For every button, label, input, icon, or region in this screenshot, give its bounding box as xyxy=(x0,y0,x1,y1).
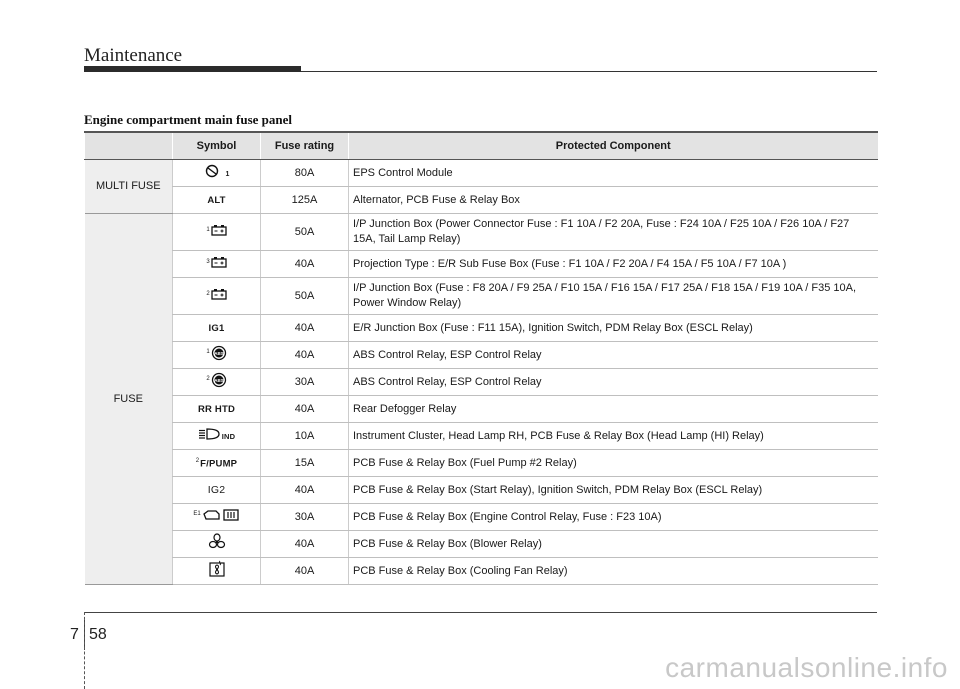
table-row xyxy=(85,477,878,504)
symbol-cell xyxy=(173,369,261,396)
table-row xyxy=(85,278,878,315)
fuse-rating: 40A xyxy=(261,396,349,423)
symbol-label: IND xyxy=(221,431,236,441)
symbol-cell xyxy=(173,315,261,342)
protected-component: PCB Fuse & Relay Box (Start Relay), Ignition Switch, PDM Relay Box (ESCL Relay) xyxy=(349,477,878,504)
symbol-cell xyxy=(173,423,261,450)
symbol-superscript: 3 xyxy=(206,258,210,265)
protected-component: PCB Fuse & Relay Box (Fuel Pump #2 Relay) xyxy=(349,450,878,477)
symbol-superscript: 2 xyxy=(206,376,210,383)
symbol-cell xyxy=(173,187,261,214)
footer-rule xyxy=(84,612,877,613)
table-header-row xyxy=(85,132,878,160)
battery-icon xyxy=(211,288,227,305)
protected-component: EPS Control Module xyxy=(349,160,878,187)
table-row xyxy=(85,423,878,450)
protected-component: ABS Control Relay, ESP Control Relay xyxy=(349,342,878,369)
symbol-cell xyxy=(173,251,261,278)
protected-component: PCB Fuse & Relay Box (Blower Relay) xyxy=(349,531,878,558)
fuse-rating: 40A xyxy=(261,558,349,585)
protected-component: Instrument Cluster, Head Lamp RH, PCB Fuse & Relay Box (Head Lamp (HI) Relay) xyxy=(349,423,878,450)
symbol-cell xyxy=(173,278,261,315)
header-symbol: Symbol xyxy=(173,132,261,160)
table-row xyxy=(85,558,878,585)
fuse-rating: 80A xyxy=(261,160,349,187)
group-label-multi-fuse: MULTI FUSE xyxy=(85,160,173,214)
protected-component: Alternator, PCB Fuse & Relay Box xyxy=(349,187,878,214)
table-row xyxy=(85,214,878,251)
symbol-label: F/PUMP xyxy=(200,458,238,470)
headlamp-icon xyxy=(198,428,220,445)
fuse-rating: 40A xyxy=(261,477,349,504)
header-protected-component: Protected Component xyxy=(349,132,878,160)
fuse-table xyxy=(84,131,878,585)
fuse-rating: 40A xyxy=(261,342,349,369)
fuse-rating: 40A xyxy=(261,251,349,278)
symbol-cell xyxy=(173,396,261,423)
symbol-label: IG2 xyxy=(207,483,226,496)
symbol-cell xyxy=(173,504,261,531)
symbol-label: 1 xyxy=(225,170,230,178)
battery-icon xyxy=(211,224,227,241)
blower-fan-icon xyxy=(208,533,226,556)
section-title: Engine compartment main fuse panel xyxy=(84,112,292,127)
symbol-label: IG1 xyxy=(208,322,225,334)
table-row xyxy=(85,187,878,214)
protected-component: E/R Junction Box (Fuse : F11 15A), Ignition Switch, PDM Relay Box (ESCL Relay) xyxy=(349,315,878,342)
eps-steering-icon xyxy=(203,164,223,183)
symbol-cell xyxy=(173,160,261,187)
table-row xyxy=(85,369,878,396)
protected-component: I/P Junction Box (Power Connector Fuse : F1 10A / F2 20A, Fuse : F24 10A / F25 10A / F26 10A / F27 15A, Tail Lamp Relay) xyxy=(349,214,878,251)
header-bar xyxy=(84,66,301,72)
symbol-cell xyxy=(173,450,261,477)
abs-icon xyxy=(211,345,227,366)
table-row xyxy=(85,160,878,187)
table-row xyxy=(85,315,878,342)
header-rule xyxy=(301,71,877,72)
symbol-superscript: 2 xyxy=(195,458,200,465)
svg-text:ABS: ABS xyxy=(213,350,224,356)
watermark: carmanualsonline.info xyxy=(665,652,948,683)
table-row xyxy=(85,531,878,558)
symbol-superscript: 1 xyxy=(206,226,210,233)
page-number: 58 xyxy=(89,626,107,643)
symbol-label: ALT xyxy=(207,194,226,206)
protected-component: PCB Fuse & Relay Box (Cooling Fan Relay) xyxy=(349,558,878,585)
table-row xyxy=(85,504,878,531)
page-header-title: Maintenance xyxy=(84,45,183,66)
protected-component: ABS Control Relay, ESP Control Relay xyxy=(349,369,878,396)
symbol-superscript: E1 xyxy=(193,511,201,518)
protected-component: PCB Fuse & Relay Box (Engine Control Relay, Fuse : F23 10A) xyxy=(349,504,878,531)
battery-icon xyxy=(211,256,227,273)
protected-component: Rear Defogger Relay xyxy=(349,396,878,423)
group-label-fuse: FUSE xyxy=(85,214,173,585)
svg-text:ABS: ABS xyxy=(213,377,224,383)
fuse-rating: 10A xyxy=(261,423,349,450)
fuse-rating: 125A xyxy=(261,187,349,214)
header-fuse-rating: Fuse rating xyxy=(261,132,349,160)
chapter-number: 7 xyxy=(70,626,79,643)
table-row xyxy=(85,450,878,477)
abs-icon xyxy=(211,372,227,393)
table-row xyxy=(85,396,878,423)
symbol-cell xyxy=(173,342,261,369)
symbol-superscript: 1 xyxy=(206,349,210,356)
table-row xyxy=(85,251,878,278)
header-group xyxy=(85,132,173,160)
symbol-superscript: 2 xyxy=(206,290,210,297)
symbol-cell xyxy=(173,214,261,251)
cooling-fan-icon xyxy=(208,560,226,583)
protected-component: Projection Type : E/R Sub Fuse Box (Fuse : F1 10A / F2 20A / F4 15A / F5 10A / F7 10A ) xyxy=(349,251,878,278)
symbol-cell xyxy=(173,531,261,558)
symbol-cell xyxy=(173,558,261,585)
fuse-rating: 40A xyxy=(261,315,349,342)
fuse-rating: 40A xyxy=(261,531,349,558)
table-row xyxy=(85,342,878,369)
fuse-rating: 15A xyxy=(261,450,349,477)
fuse-rating: 30A xyxy=(261,369,349,396)
footer-dashed-rule xyxy=(84,612,85,689)
protected-component: I/P Junction Box (Fuse : F8 20A / F9 25A / F10 15A / F16 15A / F17 25A / F18 15A / F19 10A / F35 10A, Power Window Relay) xyxy=(349,278,878,315)
symbol-cell xyxy=(173,477,261,504)
fuse-rating: 30A xyxy=(261,504,349,531)
fuse-rating: 50A xyxy=(261,214,349,251)
symbol-label: RR HTD xyxy=(197,403,236,415)
fuse-rating: 50A xyxy=(261,278,349,315)
engine-icon xyxy=(202,508,240,527)
